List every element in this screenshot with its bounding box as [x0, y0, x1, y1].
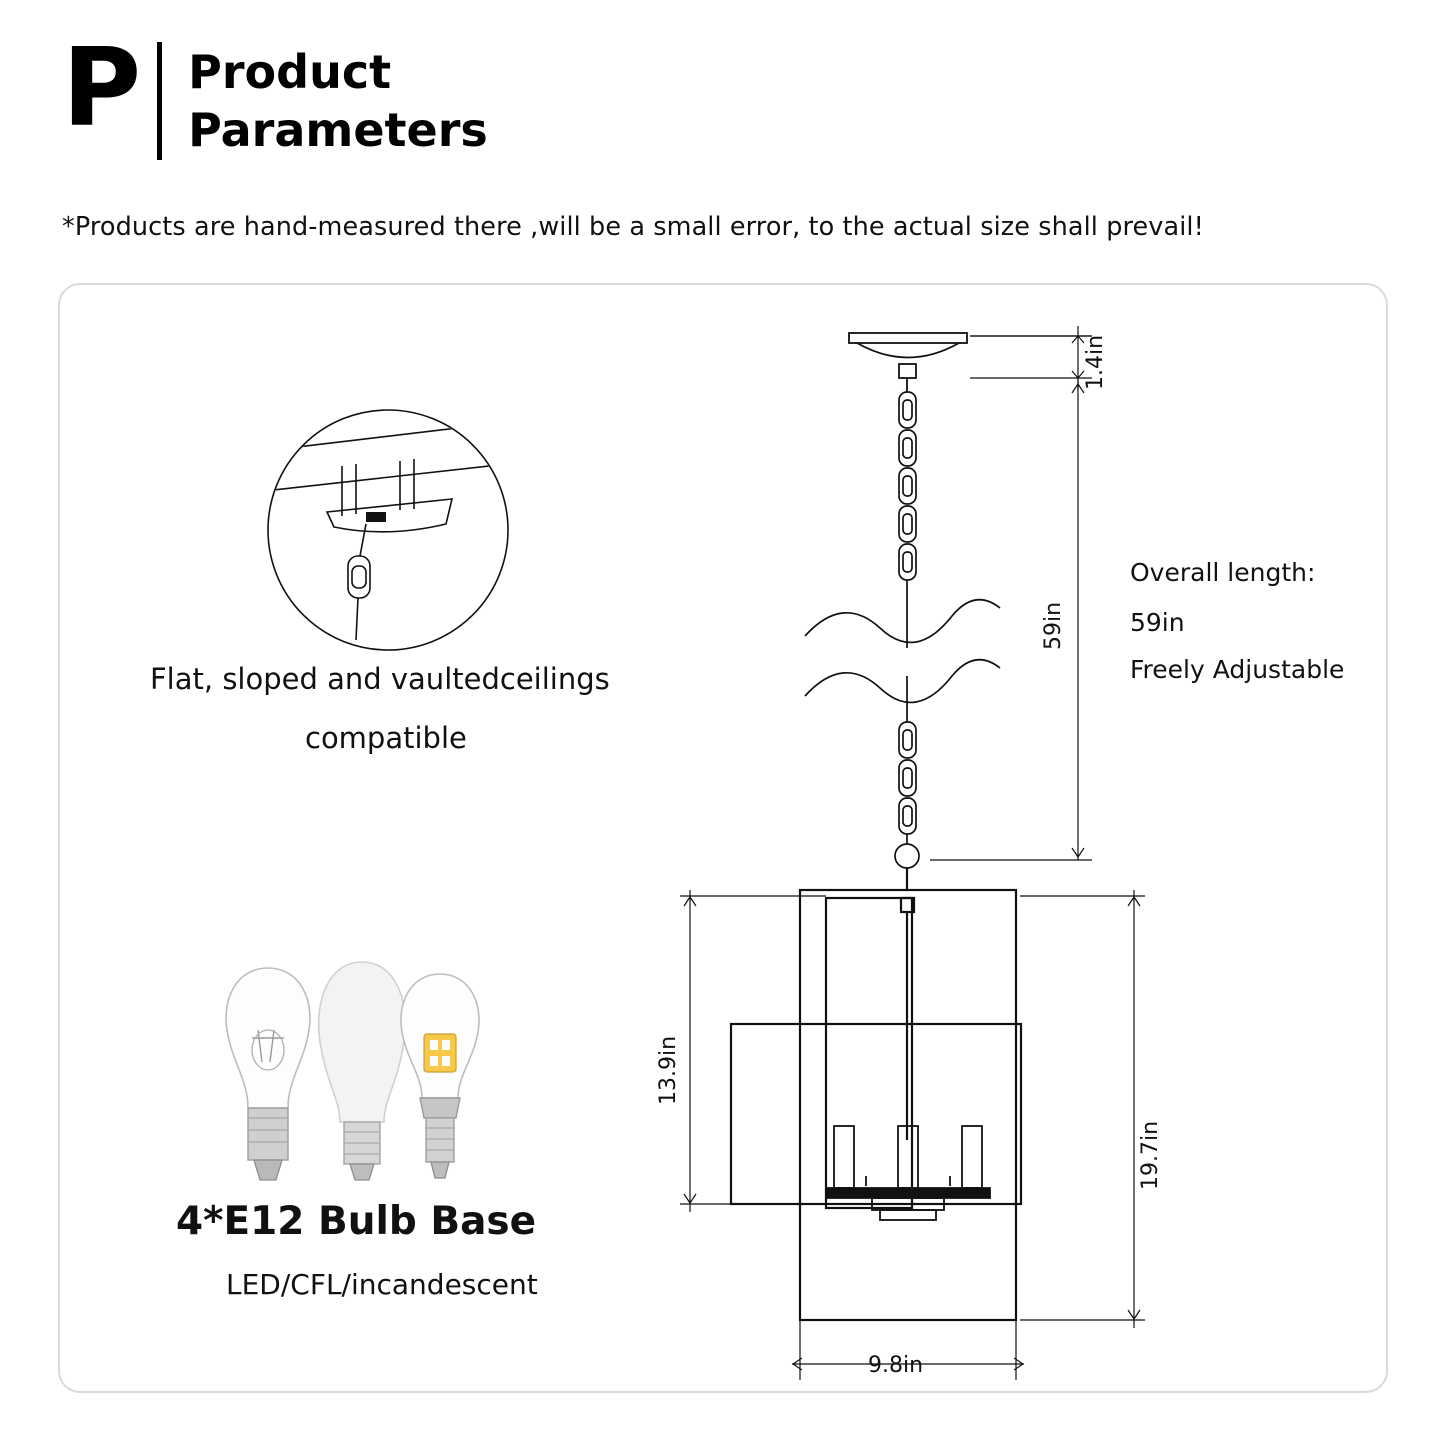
- header-divider: [157, 42, 162, 160]
- page-header: [62, 26, 488, 160]
- dim-label-inner-frame: 13.9in: [656, 1035, 681, 1105]
- overall-length-value: 59in: [1130, 608, 1185, 637]
- overall-length-adjustable: Freely Adjustable: [1130, 655, 1345, 684]
- dim-label-width: 9.8in: [868, 1353, 924, 1378]
- page-title-line1: Product: [188, 45, 392, 99]
- overall-length-label: Overall length:: [1130, 558, 1316, 587]
- ceiling-caption-line2: compatible: [305, 721, 467, 755]
- dim-label-canopy: 1.4in: [1083, 334, 1108, 390]
- page-title-line2: Parameters: [188, 102, 488, 157]
- header-badge-letter: P: [62, 26, 140, 151]
- dim-label-overall: 59in: [1041, 601, 1066, 650]
- ceiling-caption-line1: Flat, sloped and vaultedceilings: [150, 662, 610, 696]
- dim-label-fixture-height: 19.7in: [1138, 1120, 1163, 1190]
- measurement-note: *Products are hand-measured there ,will be a small error, to the actual size shall prevail!: [62, 212, 1204, 242]
- bulb-base-subtitle: LED/CFL/incandescent: [226, 1268, 538, 1301]
- page-title: [188, 38, 488, 159]
- bulb-base-title: 4*E12 Bulb Base: [176, 1199, 537, 1244]
